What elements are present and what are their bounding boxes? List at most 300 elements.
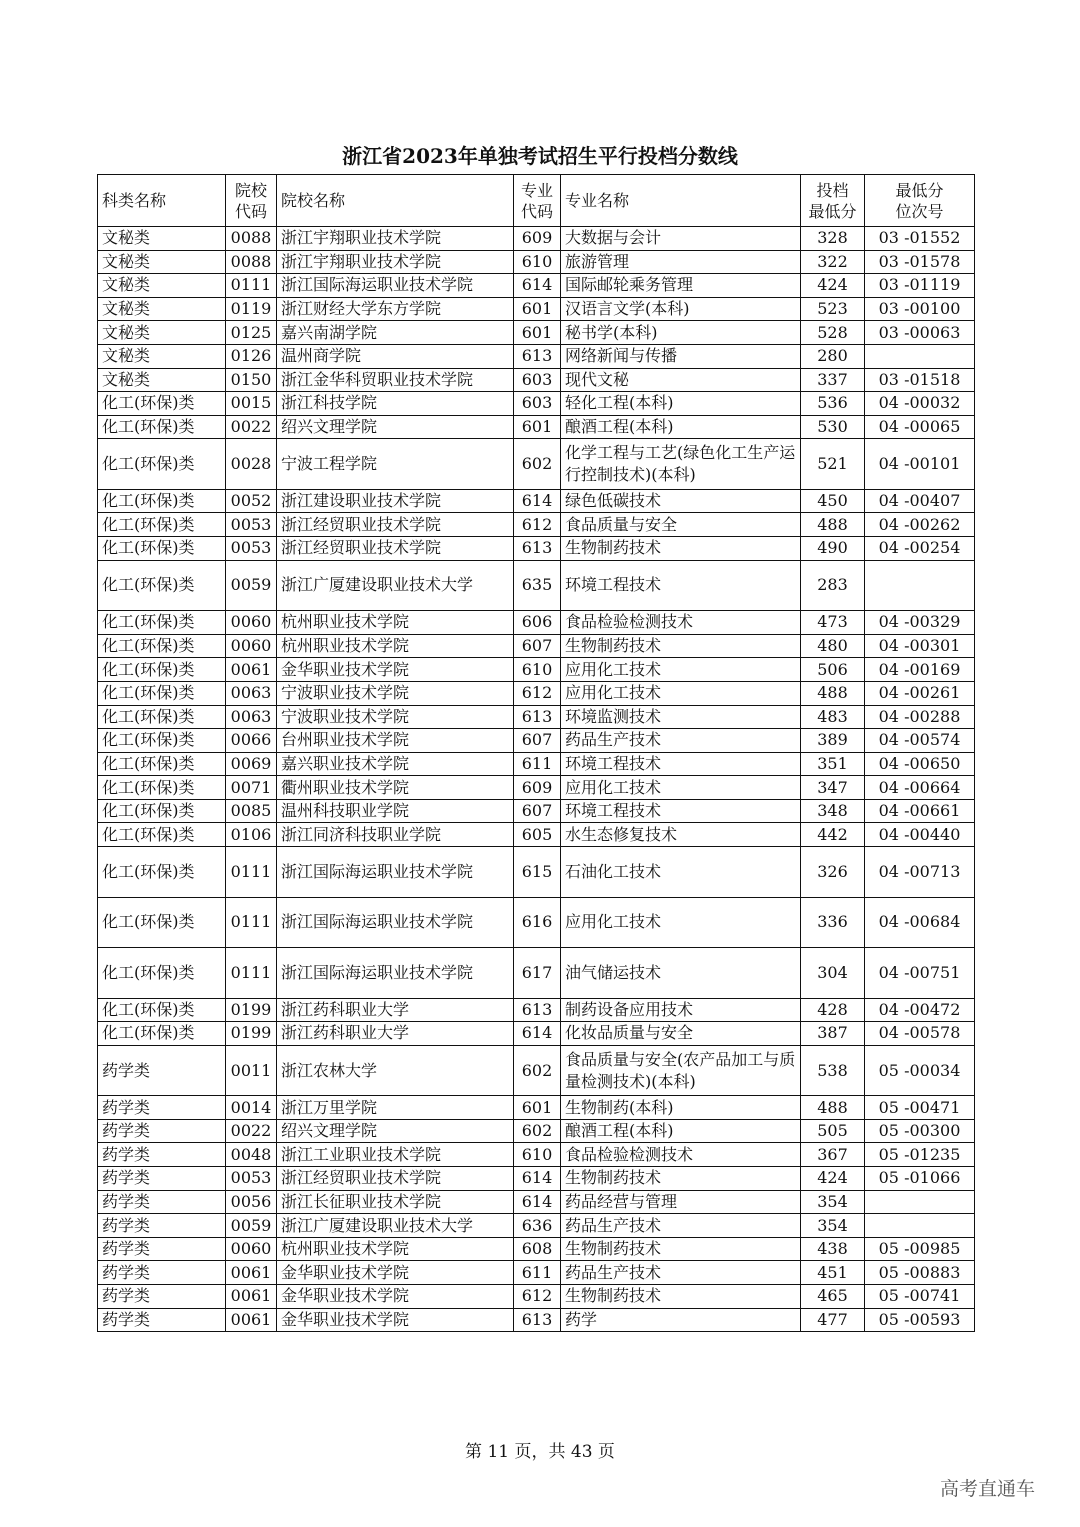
cell-school-name: 金华职业技术学院 xyxy=(277,1285,514,1309)
cell-min-rank: 04 -00713 xyxy=(865,847,975,898)
cell-major-name: 环境工程技术 xyxy=(561,752,801,776)
cell-school-code: 0111 xyxy=(226,274,277,298)
table-row xyxy=(98,847,975,898)
cell-min-score: 322 xyxy=(801,250,865,274)
cell-school-name: 宁波工程学院 xyxy=(277,439,514,490)
cell-major-name: 应用化工技术 xyxy=(561,658,801,682)
cell-school-code: 0066 xyxy=(226,729,277,753)
cell-major-code: 613 xyxy=(514,998,561,1022)
table-row xyxy=(98,344,975,368)
cell-major-code: 614 xyxy=(514,1022,561,1046)
cell-min-rank: 04 -00301 xyxy=(865,634,975,658)
cell-school-code: 0106 xyxy=(226,823,277,847)
cell-major-name: 酿酒工程(本科) xyxy=(561,415,801,439)
cell-school-name: 浙江国际海运职业技术学院 xyxy=(277,948,514,999)
table-row xyxy=(98,799,975,823)
cell-school-name: 衢州职业技术学院 xyxy=(277,776,514,800)
cell-min-rank xyxy=(865,560,975,611)
cell-major-code: 613 xyxy=(514,1308,561,1332)
cell-school-name: 浙江广厦建设职业技术大学 xyxy=(277,1214,514,1238)
table-row xyxy=(98,776,975,800)
cell-major-name: 药品生产技术 xyxy=(561,1214,801,1238)
cell-min-score: 505 xyxy=(801,1119,865,1143)
table-row xyxy=(98,560,975,611)
cell-category: 文秘类 xyxy=(98,227,226,251)
cell-category: 化工(环保)类 xyxy=(98,729,226,753)
cell-category: 药学类 xyxy=(98,1308,226,1332)
cell-min-rank: 04 -00684 xyxy=(865,897,975,948)
cell-category: 化工(环保)类 xyxy=(98,1022,226,1046)
table-row xyxy=(98,1214,975,1238)
cell-major-name: 生物制药技术 xyxy=(561,634,801,658)
table-row xyxy=(98,392,975,416)
cell-major-code: 615 xyxy=(514,847,561,898)
cell-major-name: 生物制药技术 xyxy=(561,537,801,561)
cell-min-rank: 04 -00578 xyxy=(865,1022,975,1046)
cell-major-code: 608 xyxy=(514,1237,561,1261)
cell-major-code: 611 xyxy=(514,1261,561,1285)
cell-major-name: 应用化工技术 xyxy=(561,897,801,948)
cell-category: 化工(环保)类 xyxy=(98,560,226,611)
cell-school-name: 杭州职业技术学院 xyxy=(277,634,514,658)
cell-school-code: 0015 xyxy=(226,392,277,416)
table-row xyxy=(98,1119,975,1143)
table-row xyxy=(98,1022,975,1046)
cell-major-code: 617 xyxy=(514,948,561,999)
cell-min-score: 523 xyxy=(801,297,865,321)
cell-min-score: 328 xyxy=(801,227,865,251)
cell-category: 化工(环保)类 xyxy=(98,705,226,729)
cell-min-score: 348 xyxy=(801,799,865,823)
table-row xyxy=(98,658,975,682)
cell-category: 文秘类 xyxy=(98,344,226,368)
cell-min-score: 465 xyxy=(801,1285,865,1309)
cell-category: 文秘类 xyxy=(98,321,226,345)
cell-school-code: 0199 xyxy=(226,1022,277,1046)
cell-school-name: 浙江科技学院 xyxy=(277,392,514,416)
cell-school-name: 浙江工业职业技术学院 xyxy=(277,1143,514,1167)
cell-school-code: 0014 xyxy=(226,1096,277,1120)
cell-school-code: 0022 xyxy=(226,415,277,439)
table-row xyxy=(98,513,975,537)
cell-min-rank: 04 -00065 xyxy=(865,415,975,439)
cell-category: 药学类 xyxy=(98,1119,226,1143)
cell-category: 药学类 xyxy=(98,1045,226,1096)
cell-major-code: 614 xyxy=(514,274,561,298)
cell-school-name: 浙江同济科技职业学院 xyxy=(277,823,514,847)
cell-school-name: 宁波职业技术学院 xyxy=(277,681,514,705)
table-row xyxy=(98,611,975,635)
cell-school-code: 0111 xyxy=(226,948,277,999)
cell-school-code: 0069 xyxy=(226,752,277,776)
cell-min-rank: 04 -00664 xyxy=(865,776,975,800)
table-row xyxy=(98,250,975,274)
cell-major-code: 606 xyxy=(514,611,561,635)
cell-major-code: 601 xyxy=(514,1096,561,1120)
cell-min-score: 506 xyxy=(801,658,865,682)
cell-min-rank xyxy=(865,1214,975,1238)
cell-school-name: 浙江国际海运职业技术学院 xyxy=(277,847,514,898)
cell-major-code: 614 xyxy=(514,1190,561,1214)
cell-school-name: 浙江宇翔职业技术学院 xyxy=(277,250,514,274)
cell-school-code: 0053 xyxy=(226,513,277,537)
cell-min-score: 336 xyxy=(801,897,865,948)
table-row xyxy=(98,368,975,392)
cell-school-code: 0085 xyxy=(226,799,277,823)
cell-major-name: 旅游管理 xyxy=(561,250,801,274)
cell-school-code: 0059 xyxy=(226,560,277,611)
cell-min-rank: 04 -00169 xyxy=(865,658,975,682)
cell-min-rank: 04 -00574 xyxy=(865,729,975,753)
cell-school-code: 0060 xyxy=(226,634,277,658)
cell-category: 化工(环保)类 xyxy=(98,415,226,439)
cell-category: 化工(环保)类 xyxy=(98,823,226,847)
cell-school-name: 浙江经贸职业技术学院 xyxy=(277,537,514,561)
cell-school-code: 0061 xyxy=(226,1261,277,1285)
cell-major-name: 环境工程技术 xyxy=(561,560,801,611)
cell-school-code: 0088 xyxy=(226,227,277,251)
cell-school-code: 0071 xyxy=(226,776,277,800)
cell-major-name: 药学 xyxy=(561,1308,801,1332)
cell-school-name: 金华职业技术学院 xyxy=(277,1261,514,1285)
cell-major-name: 应用化工技术 xyxy=(561,681,801,705)
page-number: 第 11 页，共 43 页 xyxy=(465,1442,615,1462)
cell-major-code: 611 xyxy=(514,752,561,776)
cell-major-code: 613 xyxy=(514,705,561,729)
table-row xyxy=(98,415,975,439)
cell-major-name: 酿酒工程(本科) xyxy=(561,1119,801,1143)
cell-min-score: 521 xyxy=(801,439,865,490)
table-row xyxy=(98,537,975,561)
cell-category: 药学类 xyxy=(98,1261,226,1285)
cell-min-rank: 03 -01119 xyxy=(865,274,975,298)
header-min-rank: 最低分 位次号 xyxy=(865,175,975,227)
header-school-name: 院校名称 xyxy=(277,175,514,227)
table-row xyxy=(98,1096,975,1120)
cell-school-code: 0028 xyxy=(226,439,277,490)
cell-min-score: 450 xyxy=(801,489,865,513)
cell-major-code: 605 xyxy=(514,823,561,847)
cell-category: 化工(环保)类 xyxy=(98,658,226,682)
header-major-code: 专业 代码 xyxy=(514,175,561,227)
cell-school-code: 0056 xyxy=(226,1190,277,1214)
cell-min-rank: 03 -00063 xyxy=(865,321,975,345)
cell-school-name: 浙江农林大学 xyxy=(277,1045,514,1096)
cell-category: 化工(环保)类 xyxy=(98,948,226,999)
table-row xyxy=(98,752,975,776)
cell-school-code: 0011 xyxy=(226,1045,277,1096)
cell-min-rank: 05 -00741 xyxy=(865,1285,975,1309)
cell-min-rank xyxy=(865,344,975,368)
cell-major-code: 607 xyxy=(514,729,561,753)
table-row xyxy=(98,634,975,658)
cell-min-rank: 04 -00472 xyxy=(865,998,975,1022)
cell-min-score: 488 xyxy=(801,681,865,705)
table-row xyxy=(98,1190,975,1214)
cell-major-code: 612 xyxy=(514,1285,561,1309)
admission-score-table xyxy=(97,174,975,1332)
cell-min-rank: 05 -01066 xyxy=(865,1167,975,1191)
cell-min-score: 367 xyxy=(801,1143,865,1167)
cell-school-name: 浙江国际海运职业技术学院 xyxy=(277,897,514,948)
cell-min-score: 424 xyxy=(801,274,865,298)
cell-school-code: 0059 xyxy=(226,1214,277,1238)
cell-min-score: 528 xyxy=(801,321,865,345)
cell-min-rank: 05 -00985 xyxy=(865,1237,975,1261)
cell-major-name: 化妆品质量与安全 xyxy=(561,1022,801,1046)
cell-min-score: 473 xyxy=(801,611,865,635)
cell-school-name: 温州科技职业学院 xyxy=(277,799,514,823)
cell-major-code: 602 xyxy=(514,439,561,490)
cell-school-code: 0063 xyxy=(226,705,277,729)
cell-min-rank: 04 -00440 xyxy=(865,823,975,847)
cell-school-name: 浙江财经大学东方学院 xyxy=(277,297,514,321)
cell-category: 文秘类 xyxy=(98,250,226,274)
table-row xyxy=(98,948,975,999)
cell-min-rank: 05 -01235 xyxy=(865,1143,975,1167)
cell-category: 文秘类 xyxy=(98,368,226,392)
cell-major-code: 601 xyxy=(514,297,561,321)
cell-major-code: 607 xyxy=(514,799,561,823)
cell-category: 化工(环保)类 xyxy=(98,998,226,1022)
cell-major-name: 食品质量与安全 xyxy=(561,513,801,537)
cell-school-code: 0063 xyxy=(226,681,277,705)
cell-major-name: 药品生产技术 xyxy=(561,1261,801,1285)
cell-min-score: 451 xyxy=(801,1261,865,1285)
cell-min-rank: 04 -00288 xyxy=(865,705,975,729)
cell-min-rank: 04 -00407 xyxy=(865,489,975,513)
cell-major-code: 610 xyxy=(514,1143,561,1167)
cell-school-name: 宁波职业技术学院 xyxy=(277,705,514,729)
cell-major-code: 601 xyxy=(514,321,561,345)
cell-min-score: 280 xyxy=(801,344,865,368)
cell-category: 药学类 xyxy=(98,1190,226,1214)
cell-min-score: 477 xyxy=(801,1308,865,1332)
cell-major-name: 药品经营与管理 xyxy=(561,1190,801,1214)
cell-school-code: 0052 xyxy=(226,489,277,513)
cell-major-code: 609 xyxy=(514,776,561,800)
table-row xyxy=(98,729,975,753)
cell-min-rank: 04 -00032 xyxy=(865,392,975,416)
table-row xyxy=(98,439,975,490)
cell-category: 药学类 xyxy=(98,1237,226,1261)
cell-major-name: 制药设备应用技术 xyxy=(561,998,801,1022)
table-row xyxy=(98,1285,975,1309)
cell-major-code: 609 xyxy=(514,227,561,251)
cell-major-name: 水生态修复技术 xyxy=(561,823,801,847)
header-category: 科类名称 xyxy=(98,175,226,227)
cell-major-code: 614 xyxy=(514,489,561,513)
cell-school-name: 嘉兴职业技术学院 xyxy=(277,752,514,776)
cell-min-score: 424 xyxy=(801,1167,865,1191)
cell-major-name: 食品检验检测技术 xyxy=(561,1143,801,1167)
table-row xyxy=(98,1261,975,1285)
cell-min-score: 488 xyxy=(801,513,865,537)
cell-major-name: 应用化工技术 xyxy=(561,776,801,800)
cell-school-name: 金华职业技术学院 xyxy=(277,1308,514,1332)
table-row xyxy=(98,227,975,251)
cell-min-score: 389 xyxy=(801,729,865,753)
cell-school-name: 浙江广厦建设职业技术大学 xyxy=(277,560,514,611)
cell-min-rank: 05 -00300 xyxy=(865,1119,975,1143)
cell-school-name: 浙江宇翔职业技术学院 xyxy=(277,227,514,251)
cell-major-name: 药品生产技术 xyxy=(561,729,801,753)
cell-major-name: 轻化工程(本科) xyxy=(561,392,801,416)
cell-major-name: 化学工程与工艺(绿色化工生产运行控制技术)(本科) xyxy=(561,439,801,490)
header-school-code: 院校 代码 xyxy=(226,175,277,227)
table-row xyxy=(98,297,975,321)
header-min-score: 投档 最低分 xyxy=(801,175,865,227)
table-row xyxy=(98,1237,975,1261)
table-row xyxy=(98,897,975,948)
cell-category: 化工(环保)类 xyxy=(98,897,226,948)
cell-category: 文秘类 xyxy=(98,297,226,321)
cell-major-name: 大数据与会计 xyxy=(561,227,801,251)
cell-category: 化工(环保)类 xyxy=(98,392,226,416)
cell-major-code: 610 xyxy=(514,658,561,682)
cell-major-code: 602 xyxy=(514,1119,561,1143)
cell-school-name: 浙江药科职业大学 xyxy=(277,1022,514,1046)
cell-min-rank: 05 -00593 xyxy=(865,1308,975,1332)
cell-min-score: 483 xyxy=(801,705,865,729)
cell-min-score: 538 xyxy=(801,1045,865,1096)
cell-major-name: 现代文秘 xyxy=(561,368,801,392)
cell-major-name: 生物制药技术 xyxy=(561,1237,801,1261)
page-title: 浙江省2023年单独考试招生平行投档分数线 xyxy=(342,144,738,168)
cell-major-code: 607 xyxy=(514,634,561,658)
cell-major-code: 616 xyxy=(514,897,561,948)
cell-category: 化工(环保)类 xyxy=(98,611,226,635)
cell-major-name: 环境工程技术 xyxy=(561,799,801,823)
watermark: 高考直通车 xyxy=(940,1478,1036,1500)
cell-min-score: 304 xyxy=(801,948,865,999)
cell-category: 化工(环保)类 xyxy=(98,513,226,537)
cell-school-code: 0061 xyxy=(226,1308,277,1332)
cell-min-rank: 04 -00262 xyxy=(865,513,975,537)
cell-major-code: 610 xyxy=(514,250,561,274)
table-row xyxy=(98,274,975,298)
cell-min-rank: 04 -00329 xyxy=(865,611,975,635)
cell-major-code: 612 xyxy=(514,513,561,537)
cell-min-score: 530 xyxy=(801,415,865,439)
cell-major-name: 秘书学(本科) xyxy=(561,321,801,345)
cell-school-name: 绍兴文理学院 xyxy=(277,415,514,439)
cell-min-score: 480 xyxy=(801,634,865,658)
cell-min-rank: 05 -00034 xyxy=(865,1045,975,1096)
cell-school-code: 0061 xyxy=(226,658,277,682)
cell-school-name: 金华职业技术学院 xyxy=(277,658,514,682)
cell-school-name: 浙江经贸职业技术学院 xyxy=(277,513,514,537)
cell-min-score: 337 xyxy=(801,368,865,392)
cell-category: 化工(环保)类 xyxy=(98,752,226,776)
cell-min-score: 351 xyxy=(801,752,865,776)
table-header-row xyxy=(98,175,975,227)
cell-school-code: 0053 xyxy=(226,1167,277,1191)
cell-min-rank: 03 -00100 xyxy=(865,297,975,321)
cell-min-rank: 04 -00261 xyxy=(865,681,975,705)
cell-min-score: 354 xyxy=(801,1190,865,1214)
cell-category: 化工(环保)类 xyxy=(98,439,226,490)
table-row xyxy=(98,1308,975,1332)
cell-min-score: 354 xyxy=(801,1214,865,1238)
cell-school-name: 浙江药科职业大学 xyxy=(277,998,514,1022)
table-row xyxy=(98,705,975,729)
cell-category: 药学类 xyxy=(98,1167,226,1191)
cell-school-name: 杭州职业技术学院 xyxy=(277,1237,514,1261)
cell-school-name: 杭州职业技术学院 xyxy=(277,611,514,635)
cell-school-code: 0053 xyxy=(226,537,277,561)
cell-major-code: 613 xyxy=(514,537,561,561)
cell-major-name: 油气储运技术 xyxy=(561,948,801,999)
cell-school-code: 0022 xyxy=(226,1119,277,1143)
cell-major-code: 614 xyxy=(514,1167,561,1191)
cell-min-rank xyxy=(865,1190,975,1214)
cell-min-rank: 04 -00661 xyxy=(865,799,975,823)
cell-major-code: 603 xyxy=(514,368,561,392)
table-row xyxy=(98,321,975,345)
cell-min-rank: 04 -00101 xyxy=(865,439,975,490)
table-row xyxy=(98,1045,975,1096)
table-row xyxy=(98,681,975,705)
cell-school-name: 温州商学院 xyxy=(277,344,514,368)
cell-min-score: 536 xyxy=(801,392,865,416)
table-row xyxy=(98,1167,975,1191)
cell-major-code: 612 xyxy=(514,681,561,705)
cell-school-name: 嘉兴南湖学院 xyxy=(277,321,514,345)
cell-category: 化工(环保)类 xyxy=(98,776,226,800)
table-row xyxy=(98,489,975,513)
cell-min-rank: 03 -01518 xyxy=(865,368,975,392)
cell-school-name: 浙江国际海运职业技术学院 xyxy=(277,274,514,298)
cell-school-code: 0125 xyxy=(226,321,277,345)
cell-major-name: 国际邮轮乘务管理 xyxy=(561,274,801,298)
cell-major-code: 635 xyxy=(514,560,561,611)
cell-major-name: 石油化工技术 xyxy=(561,847,801,898)
cell-major-name: 绿色低碳技术 xyxy=(561,489,801,513)
cell-school-code: 0150 xyxy=(226,368,277,392)
cell-school-code: 0048 xyxy=(226,1143,277,1167)
cell-major-name: 生物制药(本科) xyxy=(561,1096,801,1120)
cell-category: 药学类 xyxy=(98,1285,226,1309)
cell-school-code: 0126 xyxy=(226,344,277,368)
cell-school-name: 浙江万里学院 xyxy=(277,1096,514,1120)
cell-major-name: 食品检验检测技术 xyxy=(561,611,801,635)
cell-min-rank: 03 -01578 xyxy=(865,250,975,274)
cell-min-score: 488 xyxy=(801,1096,865,1120)
cell-major-name: 网络新闻与传播 xyxy=(561,344,801,368)
cell-min-score: 428 xyxy=(801,998,865,1022)
cell-major-code: 602 xyxy=(514,1045,561,1096)
header-major-name: 专业名称 xyxy=(561,175,801,227)
cell-category: 化工(环保)类 xyxy=(98,537,226,561)
cell-major-name: 生物制药技术 xyxy=(561,1167,801,1191)
cell-min-rank: 05 -00471 xyxy=(865,1096,975,1120)
table-row xyxy=(98,823,975,847)
cell-min-rank: 04 -00254 xyxy=(865,537,975,561)
cell-school-name: 台州职业技术学院 xyxy=(277,729,514,753)
cell-school-name: 浙江建设职业技术学院 xyxy=(277,489,514,513)
table-row xyxy=(98,998,975,1022)
cell-major-name: 生物制药技术 xyxy=(561,1285,801,1309)
cell-category: 化工(环保)类 xyxy=(98,634,226,658)
cell-category: 化工(环保)类 xyxy=(98,489,226,513)
cell-school-code: 0060 xyxy=(226,1237,277,1261)
table-row xyxy=(98,1143,975,1167)
cell-school-code: 0111 xyxy=(226,847,277,898)
cell-category: 化工(环保)类 xyxy=(98,847,226,898)
cell-min-score: 347 xyxy=(801,776,865,800)
cell-category: 药学类 xyxy=(98,1143,226,1167)
